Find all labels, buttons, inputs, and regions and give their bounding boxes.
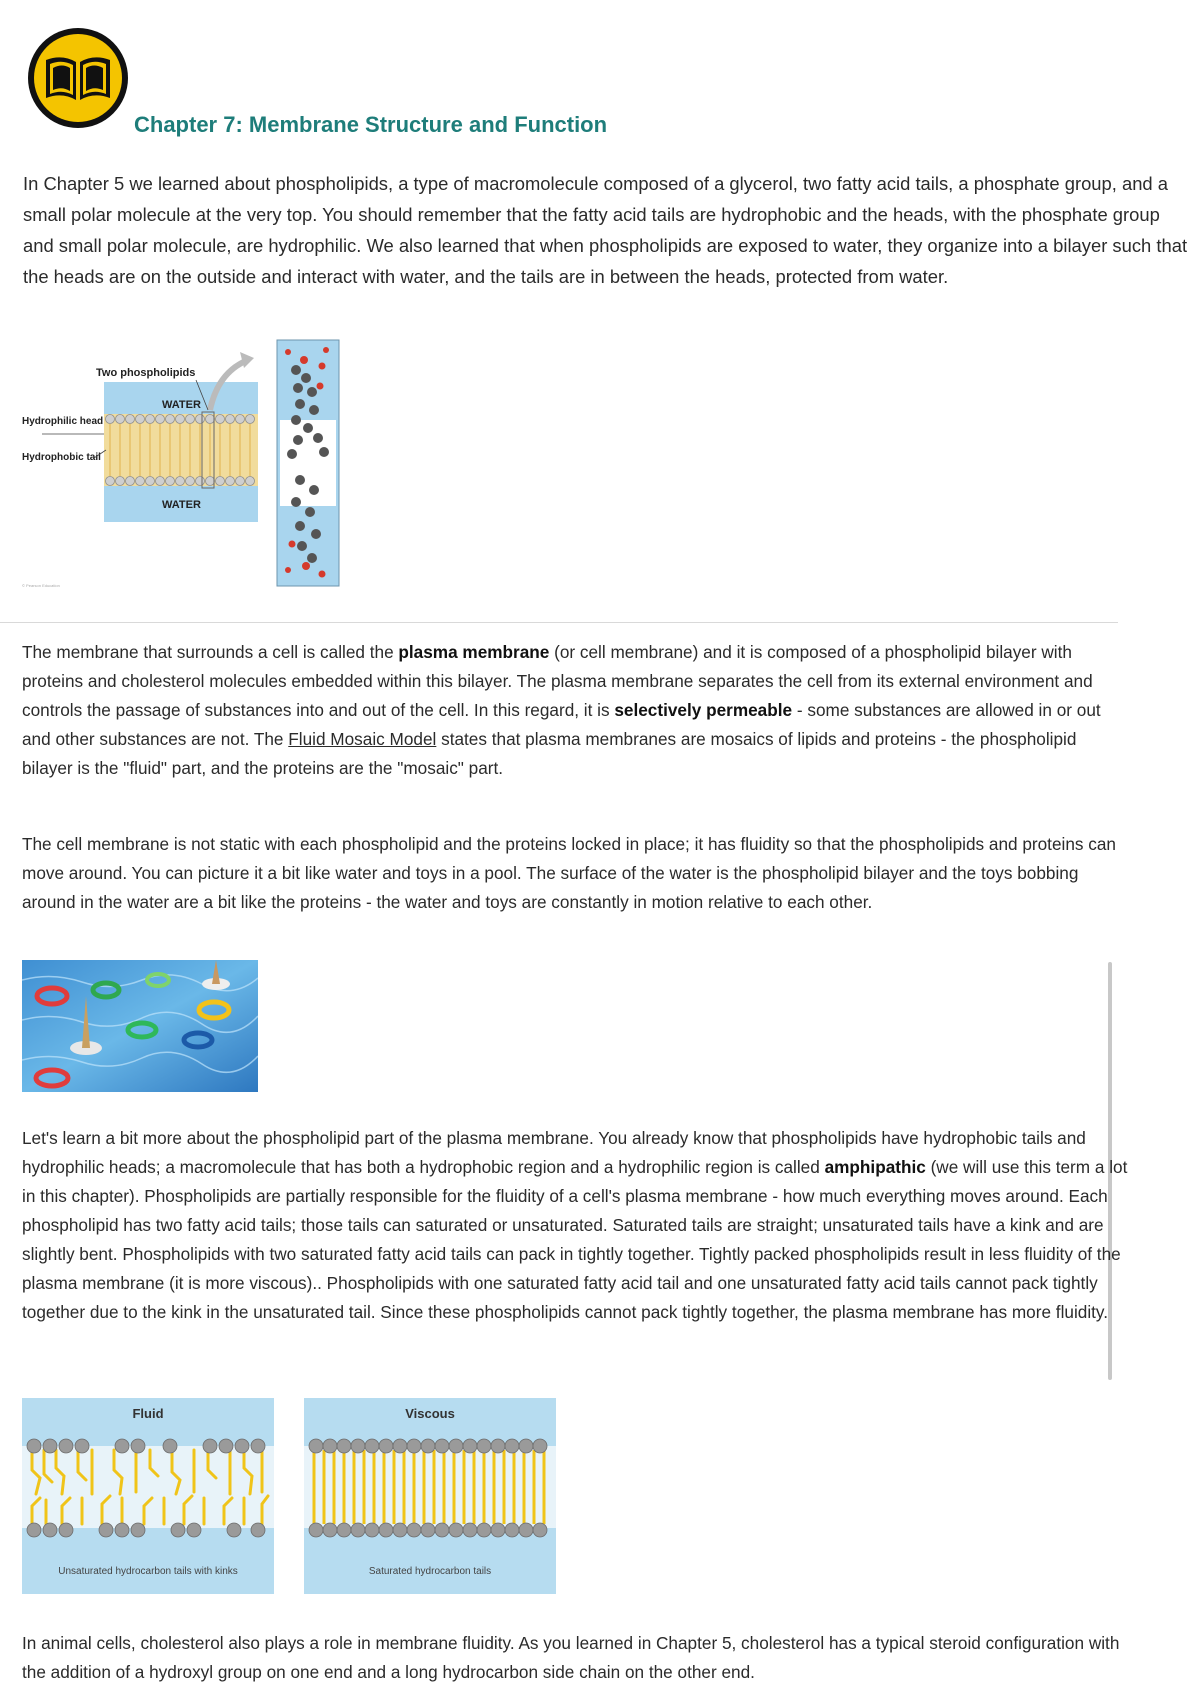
fluid-label: Fluid bbox=[132, 1406, 164, 1421]
viscous-caption: Saturated hydrocarbon tails bbox=[368, 1566, 492, 1577]
two-phospholipids-label: Two phospholipids bbox=[96, 367, 196, 379]
plasma-membrane-paragraph: The membrane that surrounds a cell is called the plasma membrane (or cell membrane) and it is composed of a phospholipid bilayer with proteins and cholesterol molecules embedded within this bilayer. The plasma membrane separates the cell from its external environment and controls the passage of substances into and out of the cell. In this regard, it is selectively permeable - some substances are allowed in or out and other substances are not. The Fluid Mosaic Model states that plasma membranes are mosaics of lipids and proteins - the phospholipid bilayer is the "fluid" part, and the proteins are the "mosaic" part. bbox=[22, 642, 1101, 778]
phospholipid-paragraph: Let's learn a bit more about the phospholipid part of the plasma membrane. You already know that phospholipids have hydrophobic tails and hydrophilic heads; a macromolecule that has both a hydrophobic region and a hydrophilic region is called amphipathic (we will use this term a lot in this chapter). Phospholipids are partially responsible for the fluidity of a cell's plasma membrane - how much everything moves around. Each phospholipid has two fatty acid tails; those tails can saturated or unsaturated. Saturated tails are straight; unsaturated tails have a kink and are slightly bent. Phospholipids with two saturated fatty acid tails can pack in tightly together. Tightly packed phospholipids result in less fluidity of the plasma membrane (it is more viscous).. Phospholipids with one saturated fatty acid tail and one unsaturated fatty acid tails cannot pack tightly together due to the kink in the unsaturated tail. Since these phospholipids cannot pack tightly together, the plasma membrane has more fluidity. bbox=[22, 1128, 1128, 1322]
page-title: Chapter 7: Membrane Structure and Function bbox=[134, 112, 608, 137]
fluid-mosaic-model-link[interactable]: Fluid Mosaic Model bbox=[288, 729, 437, 749]
amphipathic-term: amphipathic bbox=[824, 1157, 926, 1177]
fluid-caption: Unsaturated hydrocarbon tails with kinks bbox=[58, 1566, 238, 1577]
book-logo-icon bbox=[26, 26, 130, 130]
fluidity-paragraph: The cell membrane is not static with each phospholipid and the proteins locked in place; it has fluidity so that the phospholipids and proteins can move around. You can picture it a bit like water and toys in a pool. The surface of the water is the phospholipid bilayer and the toys bobbing around in the water are a bit like the proteins - the water and toys are constantly in motion relative to each other. bbox=[22, 834, 1116, 912]
intro-paragraph: In Chapter 5 we learned about phospholipids, a type of macromolecule composed of a glycerol, two fatty acid tails, a phosphate group, and a small polar molecule at the very top. You should remember that the fatty acid tails are hydrophobic and the heads, with the phosphate group and small polar molecule, are hydrophilic. We also learned that when phospholipids are exposed to water, they organize into a bilayer such that the heads are on the outside and interact with water, and the tails are in between the heads, protected from water. bbox=[23, 173, 1188, 287]
svg-text:© Pearson Education: © Pearson Education bbox=[22, 583, 60, 588]
selectively-permeable-term: selectively permeable bbox=[614, 700, 793, 720]
hydrophilic-head-label: Hydrophilic head bbox=[22, 416, 104, 427]
phospholipid-bilayer-figure bbox=[22, 330, 342, 595]
water-bottom-label: WATER bbox=[162, 499, 201, 511]
water-top-label: WATER bbox=[162, 399, 201, 411]
fluid-viscous-figure bbox=[22, 1398, 556, 1594]
pool-toys-image bbox=[22, 960, 258, 1092]
viscous-label: Viscous bbox=[405, 1406, 455, 1421]
section-divider bbox=[0, 622, 1118, 623]
cholesterol-paragraph: In animal cells, cholesterol also plays a role in membrane fluidity. As you learned in Chapter 5, cholesterol has a typical steroid configuration with the addition of a hydroxyl group on one end and a long hydrocarbon side chain on the other end. bbox=[22, 1633, 1120, 1682]
plasma-membrane-term: plasma membrane bbox=[398, 642, 550, 662]
hydrophobic-tail-label: Hydrophobic tail bbox=[22, 452, 101, 463]
